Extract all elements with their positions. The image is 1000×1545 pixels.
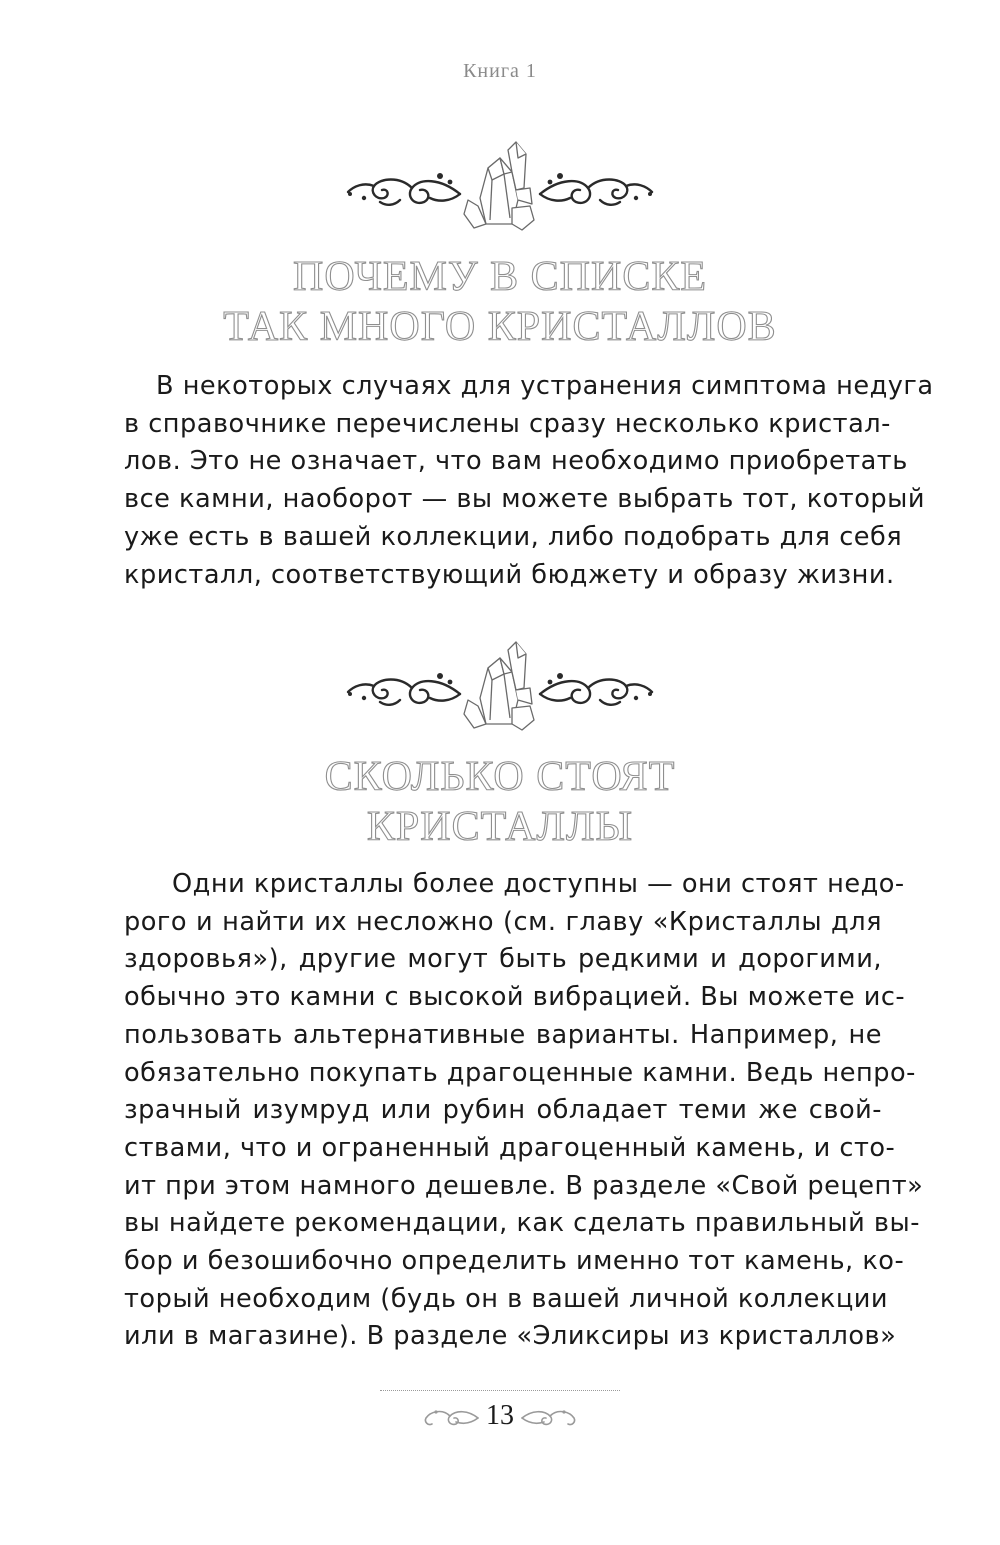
page-number: 13 — [486, 1400, 514, 1431]
heading-line: КРИСТАЛЛЫ — [366, 804, 634, 850]
section-heading-crystal-cost — [0, 752, 1000, 852]
text-line: обычно это камни с высокой вибрацией. Вы можете ис- — [124, 982, 906, 1013]
section-heading-why-many-crystals — [0, 252, 1000, 352]
text-line: В некоторых случаях для устранения симптома недуга — [156, 371, 934, 401]
paragraph-crystal-cost — [124, 866, 924, 1356]
text-line: ит при этом намного дешевле. В разделе «Свой рецепт» — [124, 1170, 924, 1201]
crystal-ornament-icon — [340, 128, 660, 238]
text-line: рого и найти их несложно (см. главу «Кристаллы для — [124, 906, 882, 937]
footer-dotted-rule — [380, 1390, 620, 1391]
flourish-right-icon — [520, 1404, 580, 1430]
heading-line: ТАК МНОГО КРИСТАЛЛОВ — [223, 304, 777, 350]
crystal-ornament-icon — [340, 628, 660, 738]
text-line: или в магазине). В разделе «Эликсиры из кристаллов» — [124, 1321, 897, 1352]
running-head: Книга 1 — [463, 60, 537, 82]
text-line: торый необходим (будь он в вашей личной коллекции — [124, 1283, 889, 1314]
text-line: Одни кристаллы более доступны — они стоят недо- — [172, 869, 905, 899]
paragraph-why-many-crystals — [124, 368, 934, 594]
text-line: пользовать альтернативные варианты. Например, не — [124, 1019, 882, 1050]
text-line: бор и безошибочно определить именно тот камень, ко- — [124, 1246, 905, 1277]
heading-line: ПОЧЕМУ В СПИСКЕ — [292, 254, 708, 300]
text-line: лов. Это не означает, что вам необходимо приобретать — [124, 446, 908, 477]
text-line: ствами, что и ограненный драгоценный камень, и сто- — [124, 1132, 896, 1163]
text-line: уже есть в вашей коллекции, либо подобрать для себя — [124, 521, 903, 552]
text-line: кристалл, соответствующий бюджету и образу жизни. — [124, 559, 895, 590]
page-footer — [380, 1388, 620, 1448]
text-line: в справочнике перечислены сразу несколько кристал- — [124, 408, 891, 439]
heading-line: СКОЛЬКО СТОЯТ — [324, 754, 676, 800]
text-line: обязательно покупать драгоценные камни. Ведь непро- — [124, 1057, 916, 1088]
text-line: здоровья»), другие могут быть редкими и дорогими, — [124, 944, 882, 975]
text-line: вы найдете рекомендации, как сделать правильный вы- — [124, 1208, 920, 1239]
text-line: зрачный изумруд или рубин обладает теми же свой- — [124, 1095, 882, 1126]
text-line: все камни, наоборот — вы можете выбрать тот, который — [124, 484, 925, 515]
